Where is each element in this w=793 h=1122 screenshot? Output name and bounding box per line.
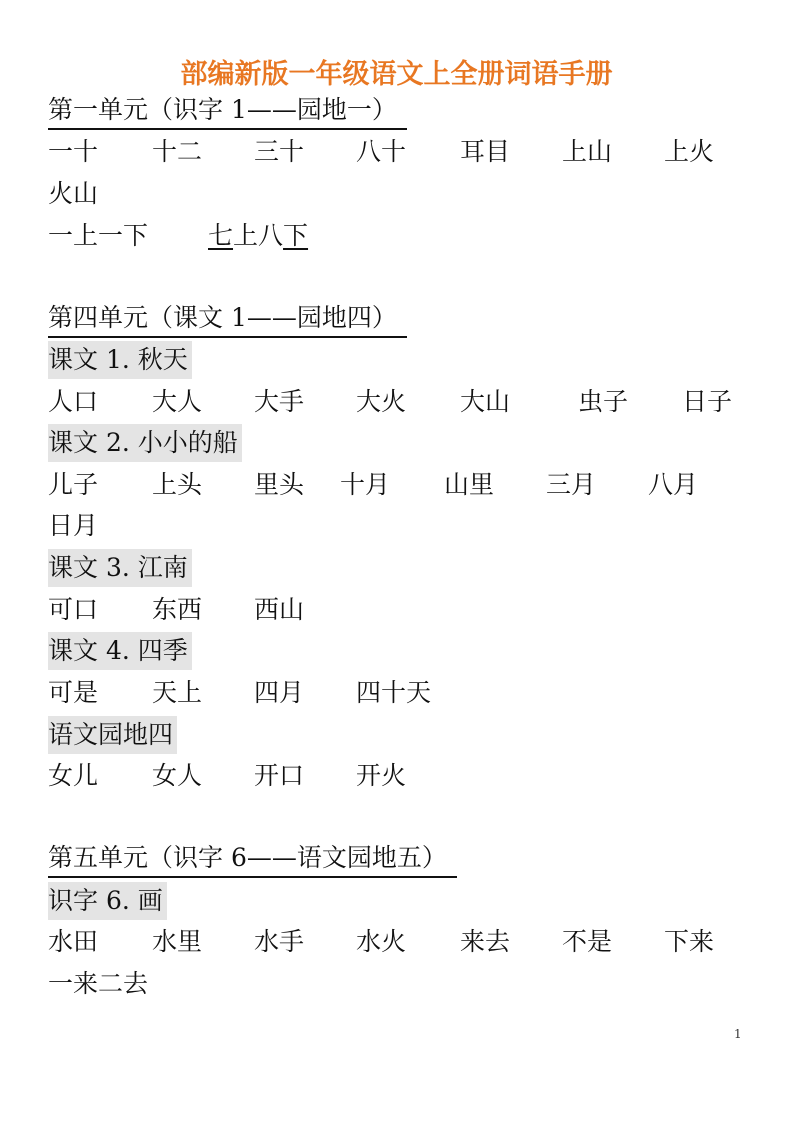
word: 日月: [48, 511, 99, 540]
lesson-words: [48, 592, 448, 628]
word: 西山: [254, 595, 305, 624]
word: 女人: [152, 761, 203, 790]
word: 开口: [254, 761, 305, 790]
lesson-words-continued: [48, 966, 148, 1002]
word: 一来二去: [48, 969, 149, 998]
word: 八十: [356, 137, 407, 166]
lesson-title: 课文 2. 小小的船: [48, 424, 242, 462]
word: 八月: [648, 470, 699, 499]
unit-1-word-row-1: [48, 134, 748, 170]
word: 大人: [152, 387, 203, 416]
word: 女儿: [48, 761, 99, 790]
lesson-title: 课文 4. 四季: [48, 632, 192, 670]
word: 水手: [254, 927, 305, 956]
word: 人口: [48, 387, 99, 416]
word: 山里: [444, 470, 495, 499]
word: 十二: [152, 137, 203, 166]
word: 大火: [356, 387, 407, 416]
word: 开火: [356, 761, 407, 790]
unit-1-heading: 第一单元（识字 1——园地一）: [48, 92, 407, 130]
word: 上火: [664, 137, 715, 166]
word: 水火: [356, 927, 407, 956]
lesson-title: 语文园地四: [48, 716, 177, 754]
word: 虫子: [578, 387, 629, 416]
word: 不是: [562, 927, 613, 956]
word: 上头: [152, 470, 203, 499]
underlined-char: 下: [283, 221, 309, 250]
word: 可口: [48, 595, 99, 624]
lesson-title: 课文 1. 秋天: [48, 341, 192, 379]
unit-4-heading: 第四单元（课文 1——园地四）: [48, 300, 407, 338]
word: 十月: [340, 470, 391, 499]
word: 里头: [254, 470, 305, 499]
lesson-title: 课文 3. 江南: [48, 549, 192, 587]
page-number: 1: [734, 1027, 742, 1041]
word: 一上一下: [48, 221, 149, 250]
word: 可是: [48, 678, 99, 707]
unit-5-heading: 第五单元（识字 6——语文园地五）: [48, 840, 457, 878]
lesson-words: [48, 675, 548, 711]
lesson-words: [48, 467, 748, 503]
lesson-words: [48, 924, 748, 960]
lesson-words: [48, 384, 748, 420]
word: 上山: [562, 137, 613, 166]
lesson-words-continued: [48, 508, 98, 544]
plain-chars: 上八: [233, 221, 284, 250]
word: 天上: [152, 678, 203, 707]
word: 耳目: [460, 137, 511, 166]
word: 三月: [546, 470, 597, 499]
lesson-words: [48, 758, 548, 794]
word: 下来: [664, 927, 715, 956]
word-underlined: [208, 218, 308, 254]
word: 三十: [254, 137, 305, 166]
underlined-char: 七: [208, 221, 234, 250]
unit-1-word-row-2: [48, 176, 98, 212]
word: 四月: [254, 678, 305, 707]
word: 水里: [152, 927, 203, 956]
word: 东西: [152, 595, 203, 624]
document-title: 部编新版一年级语文上全册词语手册: [180, 59, 613, 90]
word: 大山: [460, 387, 511, 416]
word: 一十: [48, 137, 99, 166]
word: 来去: [460, 927, 511, 956]
word: 儿子: [48, 470, 99, 499]
unit-1-word-row-3: [48, 218, 448, 254]
word: 火山: [48, 179, 99, 208]
word: 日子: [682, 387, 733, 416]
word: 大手: [254, 387, 305, 416]
word: 水田: [48, 927, 99, 956]
lesson-title: 识字 6. 画: [48, 882, 167, 920]
word: 四十天: [356, 678, 432, 707]
